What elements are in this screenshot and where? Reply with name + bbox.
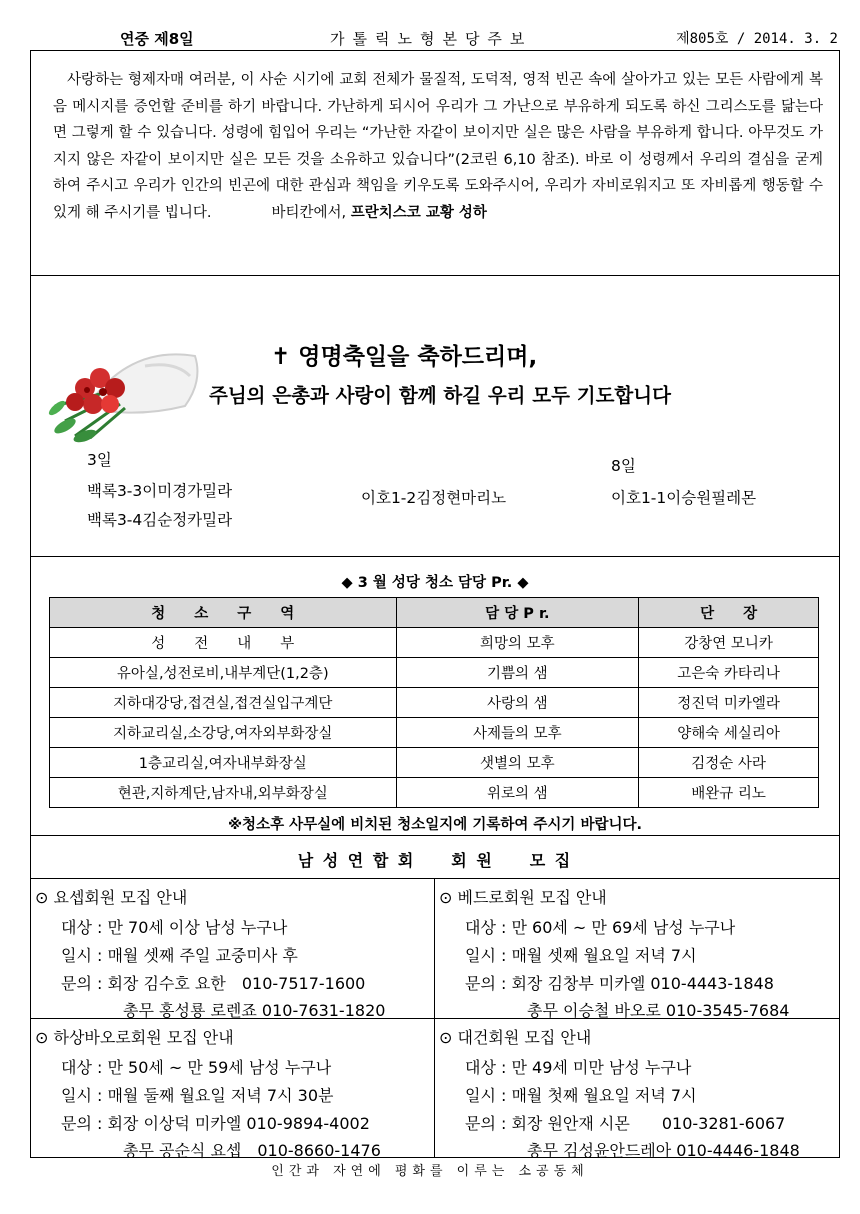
issue-number-date: 제805호 / 2014. 3. 2 — [676, 31, 838, 47]
message-body: 사랑하는 형제자매 여러분, 이 사순 시기에 교회 전체가 물질적, 도덕적, 영적 빈곤 속에 살아가고 있는 모든 사람에게 복음 메시지를 증언할 준비를 하기 바랍니다. 가난하게 되시어 우리가 그 가난으로 부유하게 되도록 하신 그리스도를 닮는다면 그렇게 할 수 있습니다. 성령에 힘입어 우리는 “가난한 자같이 보이지만 실은 많은 사람을 부유하게 합니다. 아무것도 가지지 않은 자같이 보이지만 실은 모든 것을 소유하고 있습니다”(2코린 6,10 참조). 바로 이 성령께서 우리의 결심을 굳게 하여 주시고 우리가 인간의 빈곤에 대한 관심과 책임을 키우도록 도와주시어, 우리가 자비로워지고 또 자비롭게 행동할 수 있게 해 주시기를 빕니다. — [53, 72, 823, 221]
table-row — [50, 748, 819, 778]
recruit-target: 대상 : 만 49세 미만 남성 누구나 — [465, 1058, 692, 1077]
feast-person: 백록3-4김순정카밀라 — [87, 511, 233, 529]
group-cell: 사랑의 샘 — [396, 688, 639, 718]
table-row — [50, 658, 819, 688]
group-cell: 사제들의 모후 — [396, 718, 639, 748]
area-cell: 지하교리실,소강당,여자외부화장실 — [50, 718, 397, 748]
recruit-contact: 문의 : 회장 김창부 미카엘 010-4443-1848 — [465, 974, 774, 993]
recruit-box-joseph — [31, 879, 434, 1018]
area-cell: 유아실,성전로비,내부계단(1,2층) — [50, 658, 397, 688]
leader-cell: 양해숙 세실리아 — [639, 718, 819, 748]
recruit-time: 일시 : 매월 셋째 주일 교중미사 후 — [61, 946, 298, 965]
table-row — [50, 718, 819, 748]
leader-cell: 정진덕 미카엘라 — [639, 688, 819, 718]
recruit-contact-secretary: 총무 이승철 바오로 010-3545-7684 — [527, 1001, 790, 1020]
recruit-box-daegeon — [435, 1019, 838, 1158]
recruit-contact: 문의 : 회장 김수호 요한 010-7517-1600 — [61, 974, 366, 993]
day-3-label: 3일 — [87, 451, 112, 469]
bulletin-header — [30, 28, 840, 50]
recruit-contact-secretary: 총무 홍성룡 로렌죠 010-7631-1820 — [123, 1001, 386, 1020]
recruit-contact: 문의 : 회장 원안재 시몬 010-3281-6067 — [465, 1114, 786, 1133]
recruit-time: 일시 : 매월 둘째 월요일 저녁 7시 30분 — [61, 1086, 334, 1105]
table-row — [50, 628, 819, 658]
recruit-time: 일시 : 매월 셋째 월요일 저녁 7시 — [465, 946, 697, 965]
footer-motto: 인간과 자연에 평화를 이루는 소공동체 — [271, 1164, 589, 1179]
recruit-box-hasang-paul — [31, 1019, 434, 1158]
group-cell: 기쁨의 샘 — [396, 658, 639, 688]
group-cell: 희망의 모후 — [396, 628, 639, 658]
recruit-box-title: ⊙ 요셉회원 모집 안내 — [35, 888, 188, 907]
recruit-target: 대상 : 만 70세 이상 남성 누구나 — [61, 918, 288, 937]
recruit-box-title: ⊙ 대건회원 모집 안내 — [439, 1028, 592, 1047]
recruit-box-title: ⊙ 베드로회원 모집 안내 — [439, 888, 607, 907]
area-cell: 1층교리실,여자내부화장실 — [50, 748, 397, 778]
message-place: 바티칸에서, — [271, 204, 347, 221]
recruit-contact-secretary: 총무 공순식 요셉 010-8660-1476 — [123, 1141, 381, 1160]
recruit-contact: 문의 : 회장 이상덕 미카엘 010-9894-4002 — [61, 1114, 370, 1133]
feast-day-title: ✝ 영명축일을 축하드리며, — [271, 344, 538, 370]
pope-message-section — [31, 51, 839, 276]
leader-cell: 고은숙 카타리나 — [639, 658, 819, 688]
cleaning-table — [49, 597, 819, 808]
feast-person: 백록3-3이미경가밀라 — [87, 482, 233, 500]
group-cell: 위로의 샘 — [396, 778, 639, 808]
club-title: 남 성 연 합 회 회 원 모 집 — [297, 851, 573, 870]
area-cell: 지하대강당,접견실,접견실입구계단 — [50, 688, 397, 718]
feast-person: 이호1-2김정현마리노 — [361, 489, 507, 507]
table-row — [50, 688, 819, 718]
cleaning-title: ◆ 3 월 성당 청소 담당 Pr. ◆ — [341, 575, 529, 591]
column-header: 단 장 — [639, 598, 819, 628]
leader-cell: 강창연 모니카 — [639, 628, 819, 658]
column-header: 청 소 구 역 — [50, 598, 397, 628]
message-signature: 프란치스코 교황 성하 — [350, 204, 487, 221]
leader-cell: 배완규 리노 — [639, 778, 819, 808]
day-8-label: 8일 — [611, 457, 636, 475]
leader-cell: 김정순 사라 — [639, 748, 819, 778]
area-cell: 성 전 내 부 — [50, 628, 397, 658]
rose-bouquet-icon — [45, 326, 205, 444]
pope-message — [53, 67, 823, 226]
liturgical-week: 연중 제8일 — [120, 30, 194, 48]
bulletin-title: 가톨릭노형본당주보 — [330, 30, 533, 48]
club-title-section — [31, 836, 839, 879]
cleaning-note: ※청소후 사무실에 비치된 청소일지에 기록하여 주시기 바랍니다. — [227, 817, 643, 833]
column-header: 담 당 P r. — [396, 598, 639, 628]
area-cell: 현관,지하계단,남자내,외부화장실 — [50, 778, 397, 808]
recruit-contact-secretary: 총무 김성윤안드레아 010-4446-1848 — [527, 1141, 800, 1160]
table-row — [50, 778, 819, 808]
feast-person: 이호1-1이승원필레몬 — [611, 489, 757, 507]
recruit-target: 대상 : 만 60세 ~ 만 69세 남성 누구나 — [465, 918, 736, 937]
recruit-target: 대상 : 만 50세 ~ 만 59세 남성 누구나 — [61, 1058, 332, 1077]
cleaning-section — [31, 557, 839, 836]
recruit-box-title: ⊙ 하상바오로회원 모집 안내 — [35, 1028, 234, 1047]
feast-day-subtitle: 주님의 은총과 사랑이 함께 하길 우리 모두 기도합니다 — [209, 384, 671, 407]
bulletin-frame — [30, 50, 840, 1158]
recruit-time: 일시 : 매월 첫째 월요일 저녁 7시 — [465, 1086, 697, 1105]
feast-day-section — [31, 276, 839, 557]
group-cell: 샛별의 모후 — [396, 748, 639, 778]
recruit-box-peter — [435, 879, 838, 1018]
table-header-row — [50, 598, 819, 628]
